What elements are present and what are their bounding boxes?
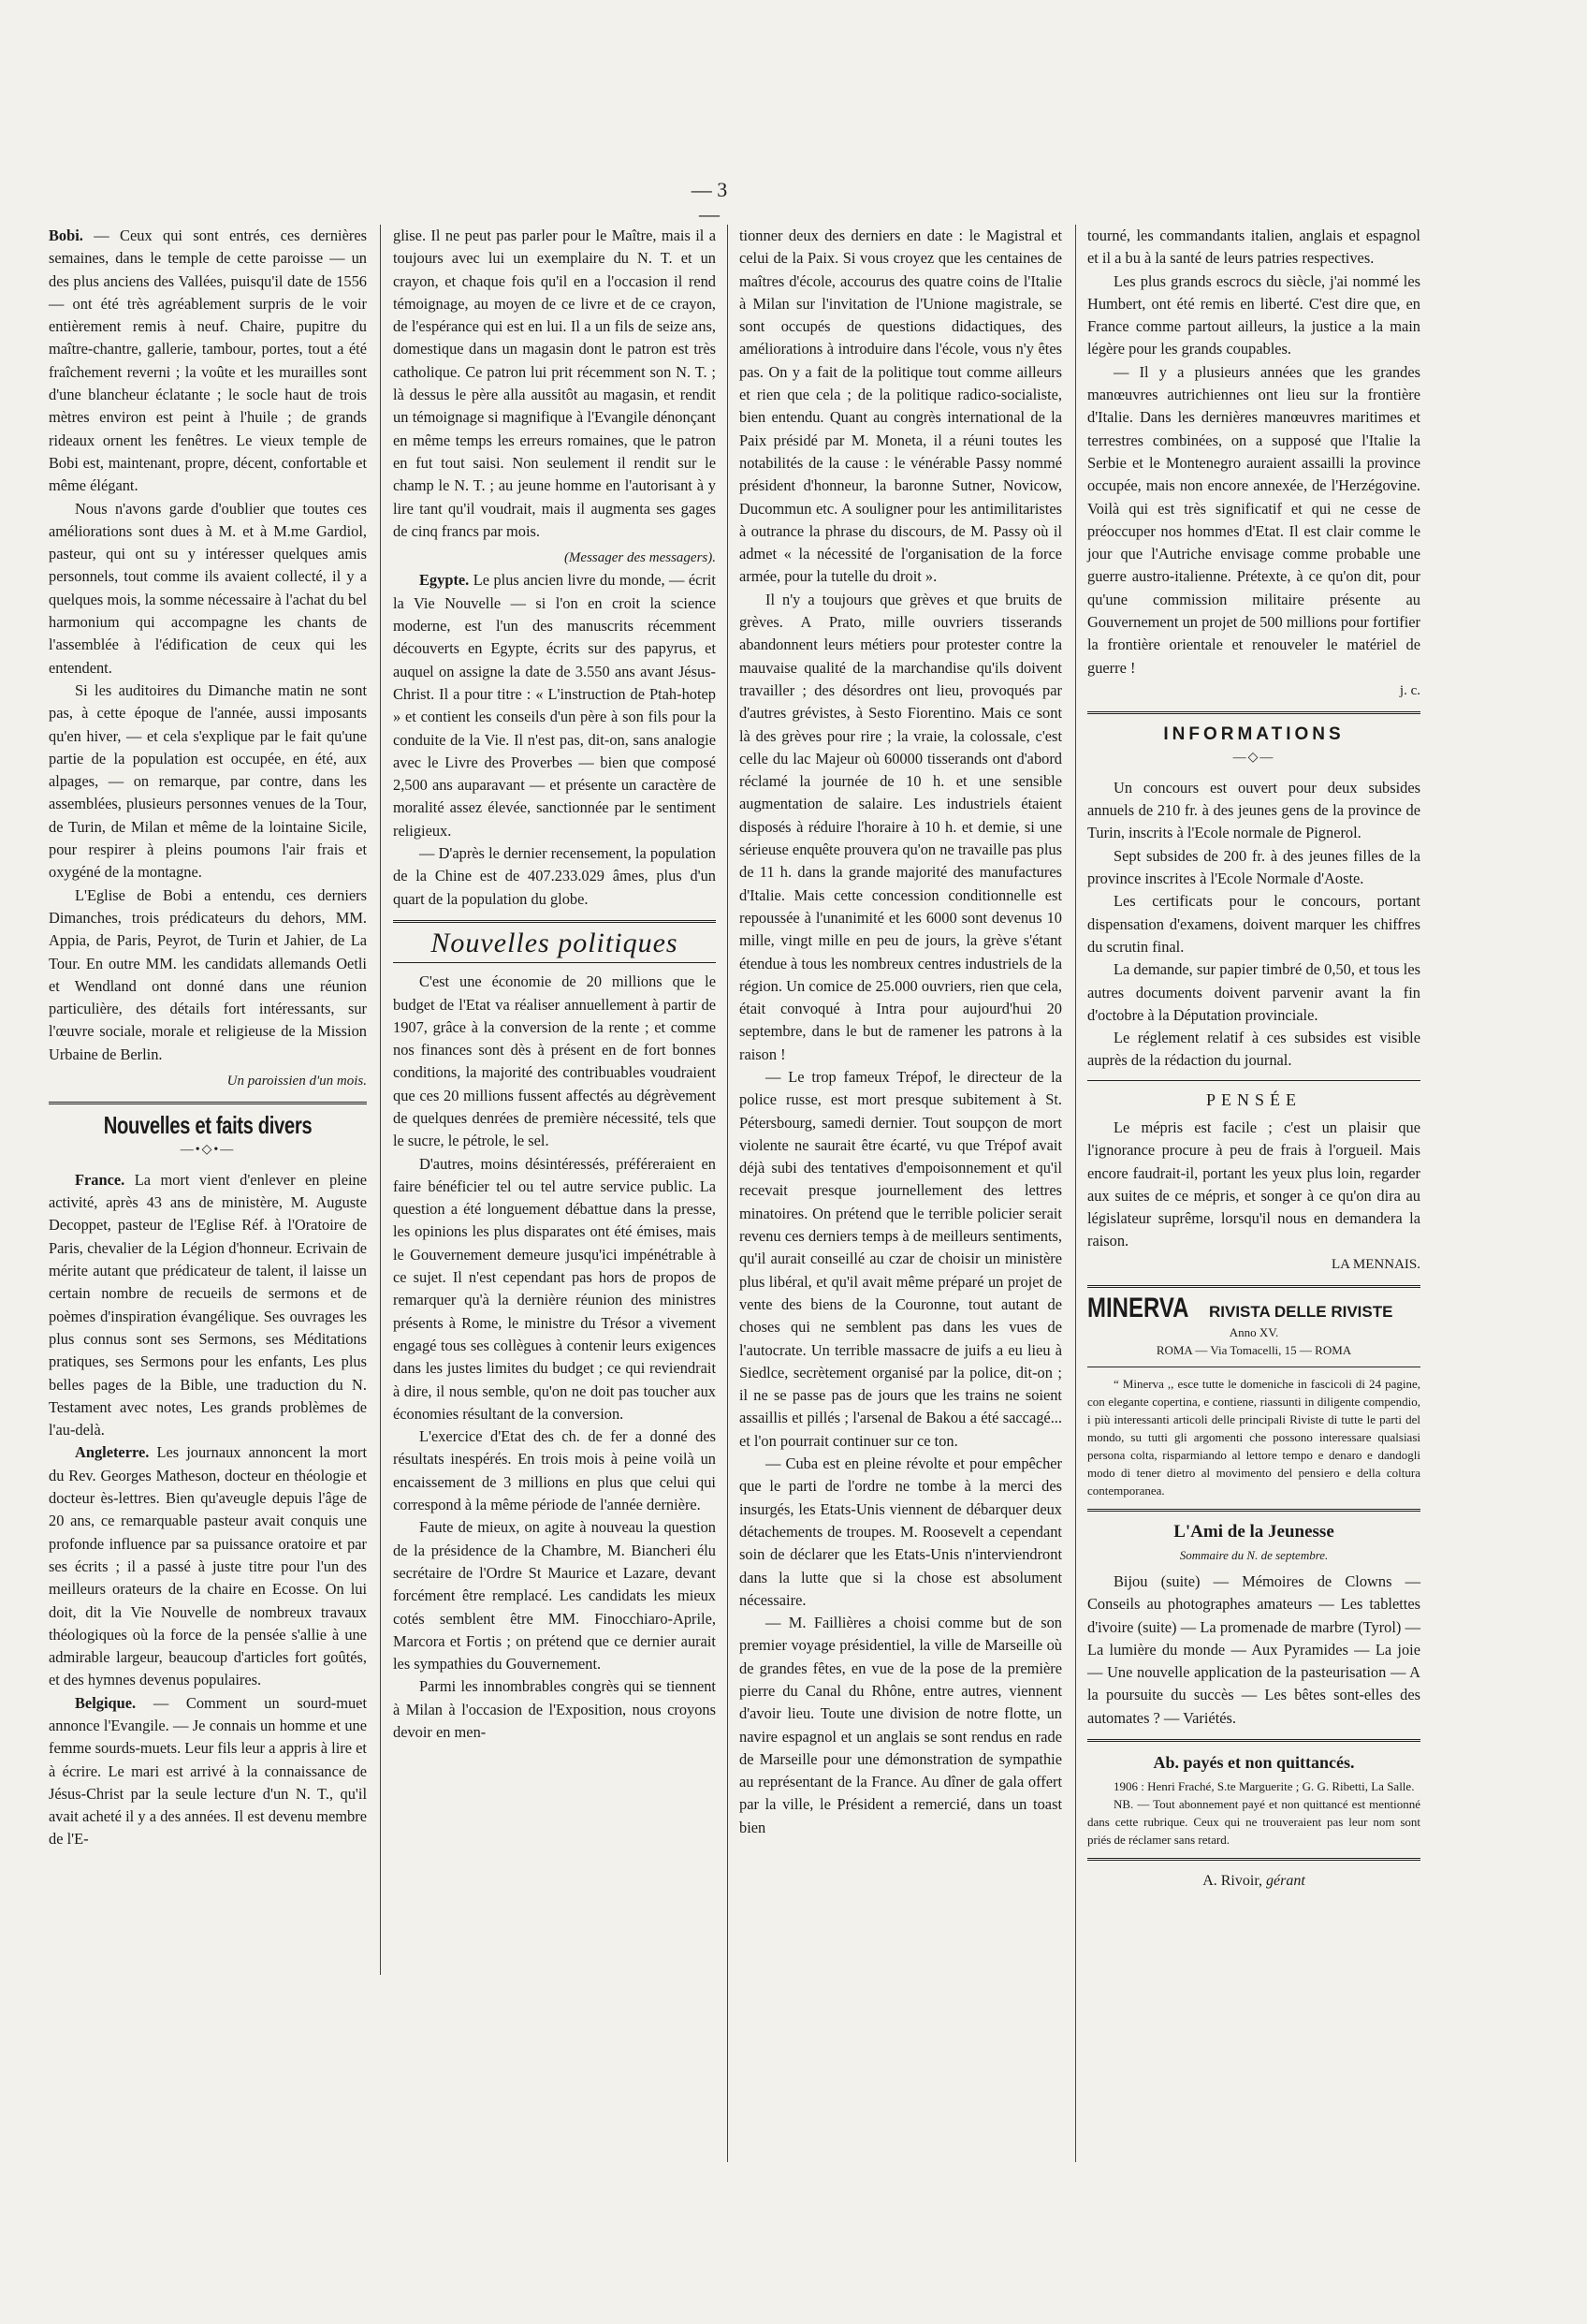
paragraph: tourné, les commandants italien, anglais et espagnol et il a bu à la santé de leurs patries respectives.: [1087, 227, 1420, 268]
article-belgique: [49, 1692, 367, 1851]
paragraph: D'autres, moins désintéressés, préféreraient en faire bénéficier tel ou tel autre service public. La question a été longuement débattue dans la presse, les opinions les plus disparates ont été émises, mais le Gouvernement demeure jusqu'ici impénétrable à ce sujet. Il n'est cependant pas hors de propos de remarquer qu'à la dernière réunion des ministres présents à Rome, le ministre du Trésor a vivement engagé tous ses collègues à contenir leurs exigences dans les justes limites du budget ; ce qui reviendrait à dire, il nous semble, qu'on ne doit pas toucher aux économies résultant de la conversion.: [393, 1154, 716, 1423]
minerva-header: [1087, 1293, 1420, 1324]
divider: [1087, 711, 1420, 714]
article-lead: France.: [75, 1170, 125, 1189]
minerva-address: ROMA — Via Tomacelli, 15 — ROMA: [1156, 1343, 1352, 1358]
column-rule: [727, 225, 728, 2162]
paragraph: Les certificats pour le concours, portant dispensation d'examens, doivent marquer les chiffres du scrutin final.: [1087, 892, 1420, 956]
paragraph: Parmi les innombrables congrès qui se tiennent à Milan à l'occasion de l'Exposition, nous croyons devoir en men-: [393, 1677, 716, 1741]
paragraph: glise. Il ne peut pas parler pour le Maître, mais il a toujours avec lui un exemplaire du N. T. et un crayon, et chaque fois qu'il en a l'occasion il rend témoignage, au moyen de ce livre et de ce crayon, de l'espérance qui est en lui. Il a un fils de seize ans, domestique dans un magasin dont le patron est très catholique. Ce patron lui prit récemment son N. T. ; là dessus le père alla aussitôt au magasin, et rendit un témoignage si magnifique à l'Evangile dénonçant en même temps les erreurs romaines, que le patron en fut tout saisi. Non seulement il rendit sur le champ le N. T. ; au jeune homme en l'autorisant à y lire tant qu'il voudrait, mais il augmenta ses gages de cinq francs par mois.: [393, 227, 716, 540]
minerva-name: MINERVA: [1087, 1293, 1189, 1324]
article-text: — Comment un sourd-muet annonce l'Evangile. — Je connais un homme et une femme sourds-muets. Leur fils leur a appris à lire et à écrire. Le mari est arrivé à la connaissance de Jésus-Christ par la seule lecture d'un N. T., qu'il avait acheté il y a des années. Il est devenu membre de l'E-: [49, 1693, 367, 1849]
article-lead: Angleterre.: [75, 1443, 150, 1462]
divider: [1087, 1285, 1420, 1288]
paragraph: Faute de mieux, on agite à nouveau la question de la présidence de la Chambre, M. Biancheri élu secrétaire de l'Ordre St Maurice et Lazare, devant forcément être remplacé. Les candidats les mieux cotés semblent être MM. Finocchiaro-Aprile, Marcora et Fortis ; on prétend que ce dernier aurait les sympathies du Gouvernement.: [393, 1518, 716, 1674]
ami-contents: Bijou (suite) — Mémoires de Clowns — Conseils au photographes amateurs — Les tablettes d'ivoire (suite) — La promenade de marbre (Tyrol) — La lumière du monde — Aux Pyramides — La joie — Une nouvelle application de la pasteurisation — A la poursuite du succès — Les bêtes sont-elles des automates ? — Variétés.: [1087, 1571, 1420, 1727]
section-title: Nouvelles politiques: [430, 927, 678, 958]
paragraph: Le réglement relatif à ces subsides est visible auprès de la rédaction du journal.: [1087, 1029, 1420, 1070]
paragraph: — Il y a plusieurs années que les grandes manœuvres autrichiennes ont lieu sur la frontière d'Italie. Dans les dernières manœuvres maritimes et terrestres combinées, on a supposé que l'Italie la Serbie et le Montenegro auraient assailli la province occupée, mais non encore annexée, de l'Herzégovine. Voilà qui est très significatif et qui ne cesse de préoccuper nos hommes d'Etat. Il est clair comme le jour que l'Autriche envisage comme probable une guerre austro-italienne. Prétexte, à ce qu'on dit, pour qu'une commission militaire présente au Gouvernement un projet de 500 millions pour fortifier la frontière orientale et renouveler le matériel de guerre !: [1087, 362, 1420, 677]
minerva-anno: Anno XV.: [1229, 1325, 1279, 1340]
divider: [1087, 1509, 1420, 1512]
article-angleterre: [49, 1441, 367, 1691]
divider: [393, 920, 716, 923]
paragraph: L'exercice d'Etat des ch. de fer a donné des résultats inespérés. En trois mois à peine voilà un encaissement de 3 millions en plus que celui qui correspond à la même période de l'année dernière.: [393, 1427, 716, 1514]
column-rule: [380, 225, 381, 1975]
abonnes-note: NB. — Tout abonnement payé et non quittancé est mentionné dans cette rubrique. Ceux qui ne trouveraient pas leur nom sont priés de réclamer sans retard.: [1087, 1797, 1420, 1848]
paragraph: Nous n'avons garde d'oublier que toutes ces améliorations sont dues à M. et à M.me Gardiol, pasteur, qui ont su y intéresser quelques amis personnels, tout comme ils avaient collecté, il y a quelques mois, la somme nécessaire à l'achat du bel harmonium qui accompagne les chants de l'assemblée à l'édification de ceux qui les entendent.: [49, 499, 367, 677]
article-text: Le plus ancien livre du monde, — écrit la Vie Nouvelle — si l'on en croit la science moderne, est l'un des manuscrits récemment découverts en Egypte, écrits sur des papyrus, et auquel on assigne la date de 3.550 ans avant Jésus-Christ. Il a pour titre : « L'instruction de Ptah-hotep » et contient les conseils d'un père à son fils pour la conduite de la Vie. Il n'est pas, dit-on, sans analogie avec le Livre des Proverbes — bien que composé 2,500 ans auparavant — et présente un caractère de moralité assez élevée, sanctionnée par le sentiment religieux.: [393, 571, 716, 840]
column-1: [49, 225, 367, 1851]
minerva-subtitle: RIVISTA DELLE RIVISTE: [1209, 1303, 1393, 1322]
minerva-description: “ Minerva ,, esce tutte le domeniche in fascicoli di 24 pagine, con elegante copertina, e contiene, riassunti in diligente compendio, i più interessanti articoli delle principali Riviste di tutte le parti del mondo, su tutti gli argomenti che possono interessare qualsiasi persona colta, risparmiando al lettore tempo e denaro e dandogli modo di tener dietro al movimento del pensiero e della coltura contemporanea.: [1087, 1377, 1420, 1498]
paragraph: Si les auditoires du Dimanche matin ne sont pas, à cette époque de l'année, aussi imposants qu'en hiver, — et cela s'explique par le fait qu'une partie de la population est occupée, en été, aux alpages, — on remarque, par contre, dans les assemblées, plusieurs personnes venues de la Tour, de Turin, de Milan et même de la lointaine Sicile, pour respirer à pleins poumons l'air frais et oxygéné de la montagne.: [49, 680, 367, 882]
paragraph: C'est une économie de 20 millions que le budget de l'Etat va réaliser annuellement à partir de 1907, grâce à la conversion de la rente ; et comme nos finances sont dès à présent en de fort bonnes conditions, la majorité des contribuables voudraient que ces 20 millions fussent affectés au dégrèvement de quelques denrées de première nécessité, tels que le sucre, le pétrole, le sel.: [393, 972, 716, 1150]
divider: [1087, 1858, 1420, 1861]
paragraph: La demande, sur papier timbré de 0,50, et tous les autres documents doivent parvenir avant la fin d'octobre à la Députation provinciale.: [1087, 960, 1420, 1024]
pensee-title: PENSÉE: [1205, 1089, 1302, 1109]
article-lead: Bobi.: [49, 227, 83, 244]
paragraph: Le mépris est facile ; c'est un plaisir que l'ignorance procure à peu de frais à l'orgueil. Mais encore faudrait-il, portant les yeux plus loin, regarder aux suites de ce mépris, et songer à ce qu'on dira au législateur suprême, lorsqu'il nous en demandera la raison.: [1087, 1118, 1420, 1250]
gerant-line: [1087, 1870, 1420, 1893]
ami-subtitle: Sommaire du N. de septembre.: [1179, 1547, 1329, 1562]
article-text: La mort vient d'enlever en pleine activité, après 43 ans de ministère, M. Auguste Decoppet, pasteur de l'Eglise Réf. à l'Oratoire de Paris, chevalier de la Légion d'honneur. Ecrivain de mérite autant que prédicateur de talent, il laisse un certain nombre de recueils de sermons et de poèmes d'inspiration évangélique. Ses ouvrages les plus connus sont ses Sermons, ses Méditations pratiques, ses Sermons pour les enfants, Les plus belles pages de la Bible, une traduction du N. Testament avec notes, Les grands problèmes de l'au-delà.: [49, 1170, 367, 1440]
column-4: [1087, 225, 1420, 1893]
article-lead: Belgique.: [75, 1693, 137, 1712]
paragraph: Sept subsides de 200 fr. à des jeunes filles de la province inscrites à l'Ecole Normale d'Aoste.: [1087, 846, 1420, 888]
pensee-author: LA MENNAIS.: [1331, 1256, 1420, 1272]
paragraph: tionner deux des derniers en date : le Magistral et celui de la Paix. Si vous croyez que les centaines de maîtres d'école, accourus des quatre coins de l'Italie à Milan sur l'invitation de l'Unione magistrale, se sont occupés de questions didactiques, des améliorations à introduire dans l'école, vous n'y êtes pas. On y a fait de la politique tout comme ailleurs et rien que cela ; de la politique radico-socialiste, bien entendu. Quant au congrès international de la Paix présidé par M. Moneta, il a réuni toutes les notabilités de la cause : le vénérable Passy nommé président d'honneur, la baronne Sutner, Novicow, Ducommun etc. A souligner pour les antimilitaristes à outrance la phrase du discours, de M. Passy où il admet « la nécessité de l'organisation de la force armée, pour la tutelle du droit ».: [739, 227, 1062, 586]
paragraph: — M. Faillières a choisi comme but de son premier voyage présidentiel, la ville de Marseille où de grandes fêtes, en vue de la pose de la première pierre du Canal du Rhône, entre autres, viennent d'avoir lieu. Toute une division de notre flotte, un navire espagnol et un anglais se sont rendus en rade de Marseille pour une démonstration de sympathie au représentant de la France. Au dîner de gala offert par la ville, le Président a remercié, dans un toast bien: [739, 1614, 1062, 1836]
article-lead: Egypte.: [419, 571, 470, 590]
informations-title: INFORMATIONS: [1163, 724, 1345, 745]
article-france: [49, 1169, 367, 1442]
ami-title: L'Ami de la Jeunesse: [1173, 1522, 1334, 1542]
article-bobi: [49, 225, 367, 498]
ornament-icon: —•◇•—: [180, 1142, 236, 1157]
article-egypte: [393, 569, 716, 842]
divider: [393, 962, 716, 963]
signature: (Messager des messagers).: [563, 550, 716, 566]
signature: j. c.: [1399, 682, 1420, 698]
signature: Un paroissien d'un mois.: [226, 1073, 367, 1089]
section-title: Nouvelles et faits divers: [103, 1111, 313, 1140]
gerant-title: gérant: [1266, 1873, 1305, 1890]
gerant-name: A. Rivoir,: [1202, 1873, 1263, 1890]
column-3: [739, 225, 1062, 1839]
article-text: — Ceux qui sont entrés, ces dernières semaines, dans le temple de cette paroisse — un des plus anciens des Vallées, puisqu'il date de 1556 — ont été très agréablement surpris de le voir entièrement remis à neuf. Chaire, pupitre du maître-chantre, gallerie, tambour, portes, tout a été fraîchement reverni ; la voûte et les murailles sont d'une blancheur éclatante ; le socle haut de trois mètres environ est peint à l'huile ; de grands rideaux ornent les fenêtres. Le vieux temple de Bobi est, maintenant, propre, décent, confortable et même élégant.: [49, 227, 367, 495]
article-text: Les journaux annoncent la mort du Rev. Georges Matheson, docteur en théologie et docteur ès-lettres. Bien qu'aveugle depuis l'âge de 20 ans, ce remarquable pasteur avait conquis une profonde influence par sa puissance oratoire et par ses écrits ; il a passé à juste titre pour l'un des meilleurs orateurs de la chaire en Ecosse. On lui doit, dit la Vie Nouvelle de nombreux travaux théologiques où la force de la pensée s'allie à une admirable largeur, beaucoup d'articles fort goûtés, et des hymnes devenus populaires.: [49, 1443, 367, 1689]
paragraph: — Cuba est en pleine révolte et pour empêcher que le parti de l'ordre ne tombe à la merci des insurgés, les Etats-Unis viennent de débarquer deux détachements de troupes. M. Roosevelt a cependant soin de déclarer que les Etats-Unis n'interviendront dans la lutte que si la chose est absolument nécessaire.: [739, 1454, 1062, 1609]
paragraph: — D'après le dernier recensement, la population de la Chine est de 407.233.029 âmes, plus d'un quart de la population du globe.: [393, 844, 716, 908]
paragraph: Les plus grands escrocs du siècle, j'ai nommé les Humbert, ont été remis en liberté. C'est dire que, en France comme partout ailleurs, la justice a la main légère pour les grands coupables.: [1087, 271, 1420, 358]
paragraph: L'Eglise de Bobi a entendu, ces derniers Dimanches, trois prédicateurs du dehors, MM. Appia, de Paris, Peyrot, de Turin et Jahier, de La Tour. En outre MM. les candidats allemands Oetli et Wendland ont donné dans une réunion particulière, des détails fort intéressants, sur l'œuvre sociale, morale et religieuse de la Mission Urbaine de Berlin.: [49, 885, 367, 1063]
page-number: — 3 —: [691, 178, 728, 226]
column-rule: [1075, 225, 1076, 2162]
paragraph: — Le trop fameux Trépof, le directeur de la police russe, est mort presque subitement à St. Pétersbourg, samedi dernier. Tout soupçon de mort violente ne saurait être écarté, vu que Trépof avait déjà subi des tentatives d'empoisonnement et qu'il recevait presque journellement des lettres minatoires. On prétend que le terrible policier serait revenu ces derniers temps à de meilleurs sentiments, qu'il aurait conseillé au czar de choisir un ministère plus libéral, et qu'il avait même préparé un projet de vente des biens de la Couronne, tout autant de choses qui ne semblent pas dans les vues de l'autocrate. Un terrible massacre de juifs a eu lieu à Siedlce, secrètement organisé par la police, dit-on ; il ne se passe pas de jours que les trains ne soient assaillis et pillés ; l'arsenal de Bakou a été saccagé... et l'on pourrait continuer sur ce ton.: [739, 1067, 1062, 1450]
abonnes-list: 1906 : Henri Fraché, S.te Marguerite ; G. G. Ribetti, La Salle.: [1114, 1779, 1415, 1794]
abonnes-title: Ab. payés et non quittancés.: [1153, 1753, 1355, 1773]
paragraph: Il n'y a toujours que grèves et que bruits de grèves. A Prato, mille ouvriers tisserands abandonnent leurs métiers pour protester contre la mauvaise qualité de la marchandise qu'ils doivent travailler ; des désordres ont lieu, provoqués par d'autres grévistes, à Sesto Fiorentino. Mais ce sont là des grèves pour rire ; la vraie, la colossale, c'est celle du lac Majeur où 60000 tisserands ont d'abord réclamé la journée de 10 h. et une sensible augmentation de salaire. Les industriels étaient disposés à réduire l'horaire à 10 h. et demie, si une sérieuse enquête prouvera qu'on ne travaille pas plus de 11 h. dans la grande majorité des manufactures d'Italie. Mais cette concession conditionnelle est repoussée à l'unanimité et les 6000 sont devenus 10 mille, vingt mille en peu de jours, la grève s'étant étendue à tous les nombreux centres industriels de la région. Un comice de 25.000 ouvriers, rien que cela, était convoqué à Intra pour aujourd'hui 20 septembre, dans le but de ramener les patrons à la raison !: [739, 590, 1063, 1063]
divider: [1087, 1080, 1420, 1081]
paragraph: Un concours est ouvert pour deux subsides annuels de 210 fr. à des jeunes gens de la province de Turin, inscrits à l'Ecole normale de Pignerol.: [1087, 778, 1420, 842]
divider: [49, 1102, 367, 1104]
divider: [1087, 1739, 1420, 1742]
ornament-icon: —◇—: [1232, 750, 1275, 765]
column-2: [393, 225, 716, 1744]
